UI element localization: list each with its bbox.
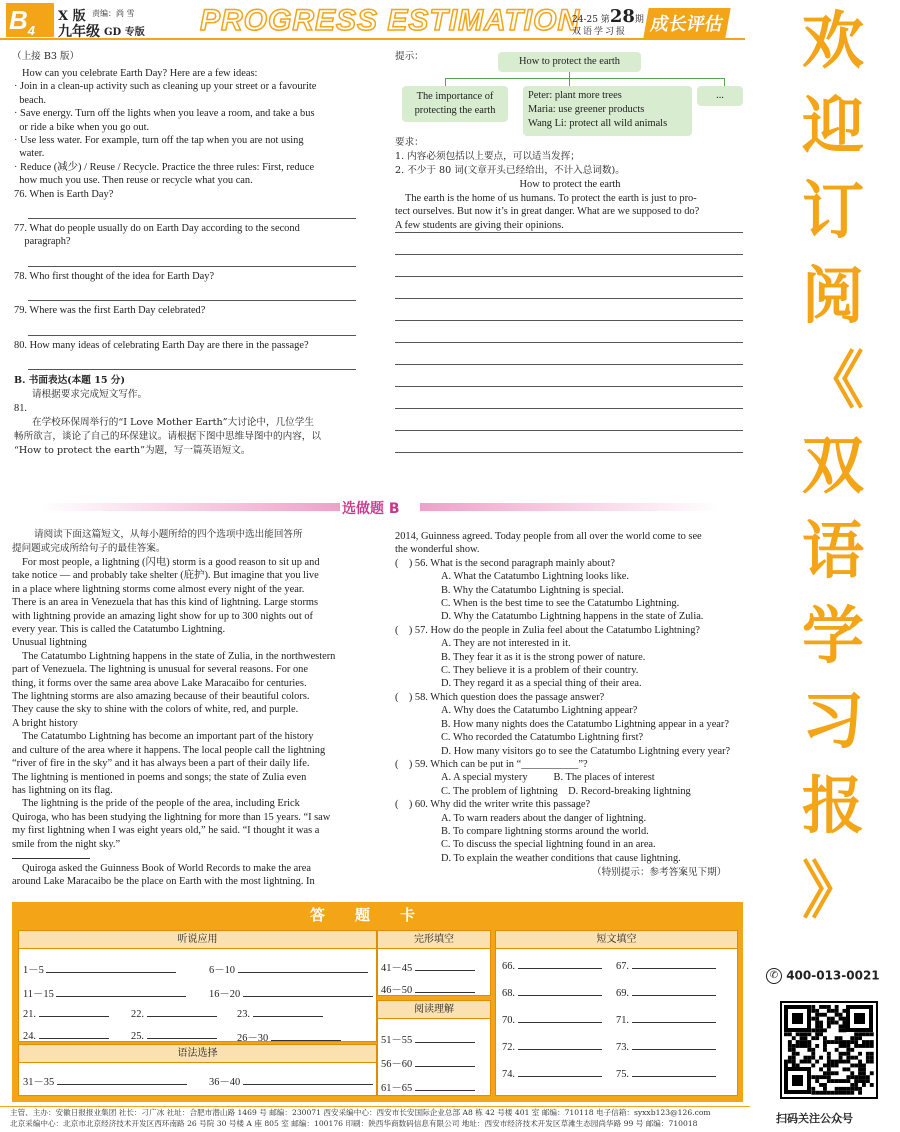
passage-line: my first lightning when I was eight years old,” he said. “I thought it was a	[12, 825, 320, 837]
answer-line[interactable]	[28, 218, 356, 219]
answer-line[interactable]	[28, 369, 356, 370]
answer-line[interactable]	[28, 266, 356, 267]
listening-header: 听说应用	[19, 931, 376, 949]
qr-code[interactable]	[780, 1001, 878, 1099]
option[interactable]: B. Why the Catatumbo Lightning is special.	[441, 584, 624, 596]
slogan-char: 双	[801, 429, 864, 502]
option[interactable]: C. To discuss the special lightning found in an area.	[441, 839, 656, 851]
fill-item	[502, 1013, 602, 1026]
grade-label: 九年级	[58, 24, 100, 40]
option[interactable]: D. To explain the weather conditions that cause lightning.	[441, 852, 681, 864]
mindmap-connector	[569, 78, 570, 86]
fill-blank[interactable]	[518, 986, 602, 996]
banner-title: PROGRESS ESTIMATION	[200, 4, 581, 37]
reading-questions	[395, 530, 745, 865]
passage-line: The lightning is mentioned in poems and songs; the state of Zulia even	[12, 771, 307, 783]
q81: 81.	[14, 403, 27, 415]
intro-line: How can you celebrate Earth Day? Here are a few ideas:	[22, 68, 258, 79]
fill-blank[interactable]	[632, 1013, 716, 1023]
passage-line: 提问题或完成所给句子的最佳答案。	[12, 543, 166, 554]
option[interactable]: B. How many nights does the Catatumbo Lightning appear in a year?	[441, 718, 729, 730]
slogan-char: 》	[801, 854, 864, 927]
option[interactable]: C. The problem of lightning D. Record-breaking lightning	[441, 785, 691, 797]
writing-line[interactable]	[395, 276, 743, 277]
continuation-note: （上接 B3 版）	[12, 51, 80, 62]
question: paragraph?	[14, 236, 71, 248]
slogan-char: 语	[801, 514, 864, 587]
writing-line[interactable]	[395, 254, 743, 255]
slogan-char: 欢	[801, 4, 864, 77]
writing-line[interactable]	[395, 232, 743, 233]
passage-line: The Catatumbo Lightning happens in the state of Zulia, in the northwestern	[22, 650, 336, 662]
mindmap-connector	[445, 78, 725, 86]
cloze-box: 完形填空 41－45 46－50	[377, 930, 491, 996]
passage-line: Quiroga, who has been studying the lightning for more than 15 years. “I saw	[12, 811, 331, 823]
editor-label: 责编：尚 雪	[92, 9, 135, 18]
fill-number: 68.	[502, 988, 515, 999]
fill-item	[616, 1067, 716, 1080]
slogan-char: 习	[801, 684, 864, 757]
subheading: A bright history	[12, 717, 78, 729]
passage-line: every year. This is called the Catatumbo Lightning.	[12, 624, 226, 636]
writing-line[interactable]	[395, 364, 743, 365]
subscription-ad	[758, 0, 900, 1132]
bullet-line: · Reduce (减少) / Reuse / Recycle. Practice the three rules: First, reduce	[14, 161, 315, 173]
fill-blank[interactable]	[518, 959, 602, 969]
fill-number: 71.	[616, 1015, 629, 1026]
passage-line: part of Venezuela. The lightning is unusual for several reasons. For one	[12, 664, 308, 676]
question-stem: ( ) 60. Why did the writer write this passage?	[395, 799, 591, 811]
bullet-line: how much you use. Then reuse or recycle what you can.	[14, 175, 253, 187]
fill-blank[interactable]	[632, 986, 716, 996]
fill-blank[interactable]	[518, 1040, 602, 1050]
passage-line: The lightning is the pride of the people of the area, including Erick	[22, 798, 300, 810]
writing-instr: 请根据要求完成短文写作。	[32, 389, 148, 401]
option[interactable]: B. They fear it as it is the strong power of nature.	[441, 651, 646, 663]
option[interactable]: B. To compare lightning storms around the world.	[441, 825, 649, 837]
answer-note: （特别提示：参考答案见下期）	[592, 867, 727, 878]
fill-item	[502, 986, 602, 999]
reading-header: 阅读理解	[378, 1001, 490, 1019]
question: 78. Who first thought of the idea for Earth Day?	[14, 270, 215, 282]
answer-card	[12, 902, 743, 1102]
task-line: 在学校环保周举行的“I Love Mother Earth”大讨论中，几位学生	[32, 416, 314, 428]
option[interactable]: C. When is the best time to see the Catatumbo Lightning.	[441, 598, 680, 610]
passage-line: For most people, a lightning (闪电) storm is a good reason to sit up and	[22, 557, 320, 568]
passage-line: The Catatumbo Lightning has become an important part of the history	[22, 731, 314, 743]
question-stem: ( ) 56. What is the second paragraph mainly about?	[395, 557, 615, 569]
fill-number: 74.	[502, 1069, 515, 1080]
passage-line: The lightning storms are also amazing because of their beautiful colors.	[12, 691, 310, 703]
footer: 主管、主办：安徽日报报业集团 社长：刁广冰 社址：合肥市潜山路 1469 号 邮编：230071 西安采编中心：西安市长安国际企业总部 A8 栋 42 号楼 401 室 邮编：710118 电子信箱：syxxb123@126.com 北京采编中心：北京市北京经济技术开发区西环南路 26 号院 30 号楼 A 座 805 室 邮编：100176 印刷：陕西华商数码信息有限公司 地址：西安市经济技术开发区草滩生态园尚华路 99 号 邮编：710018	[0, 1106, 750, 1129]
section-stripe-left	[40, 503, 340, 511]
mindmap-node-more: ...	[697, 86, 743, 106]
mindmap-node-opinions: Peter: plant more trees Maria: use greener products Wang Li: protect all wild animals	[523, 86, 692, 136]
fill-number: 67.	[616, 961, 629, 972]
fill-blank[interactable]	[632, 959, 716, 969]
writing-line[interactable]	[395, 408, 743, 409]
answer-line[interactable]	[28, 300, 356, 301]
fill-number: 72.	[502, 1042, 515, 1053]
writing-line[interactable]	[395, 342, 743, 343]
page-header	[0, 0, 745, 40]
cloze-header: 完形填空	[378, 931, 490, 949]
fill-item	[616, 986, 716, 999]
passage-line: in a place where lightning storms come almost every night of the year.	[12, 583, 305, 595]
slogan-char: 学	[801, 599, 864, 672]
option[interactable]: D. How many visitors go to see the Catatumbo Lightning every year?	[441, 745, 731, 757]
fill-blank[interactable]	[632, 1040, 716, 1050]
bullet-line: · Save energy. Turn off the lights when you leave a room, and take a bus	[14, 108, 315, 120]
slogan-char: 迎	[801, 89, 864, 162]
option[interactable]: A. They are not interested in it.	[441, 638, 571, 650]
fill-item	[616, 1040, 716, 1053]
bullet-line: · Use less water. For example, turn off the tap when you are not using	[14, 135, 304, 147]
version-label: X 版	[58, 9, 86, 24]
passage-line: around Lake Maracaibo be the place on Earth with the most lightning. In	[12, 876, 315, 888]
question: 76. When is Earth Day?	[14, 188, 114, 200]
mindmap-node-importance: The importance of protecting the earth	[402, 86, 508, 122]
passage-line: 2014, Guinness agreed. Today people from all over the world come to see	[395, 531, 702, 542]
phone-number: ✆ 400-013-0021	[766, 968, 880, 984]
option[interactable]: A. A special mystery B. The places of interest	[441, 772, 655, 784]
passage-line: and culture of the area where it happens. The local people call the lightning	[12, 744, 326, 756]
passage-line: has lightning on its flag.	[12, 784, 113, 796]
fill-blank[interactable]	[518, 1013, 602, 1023]
question: 80. How many ideas of celebrating Earth Day are there in the passage?	[14, 339, 309, 351]
answer-line[interactable]	[28, 335, 356, 336]
fill-item	[502, 1040, 602, 1053]
passage-line: take notice — and probably take shelter (庇护). But imagine that you live	[12, 570, 319, 582]
fill-number: 73.	[616, 1042, 629, 1053]
option[interactable]: A. What the Catatumbo Lightning looks like.	[441, 571, 629, 583]
writing-line[interactable]	[395, 298, 743, 299]
grammar-box: 语法选择 31－35 36－40	[18, 1044, 377, 1096]
section-title: 选做题 B	[342, 501, 400, 517]
fill-item	[502, 1067, 602, 1080]
passage-line: There is an area in Venezuela that has this kind of lightning. Large storms	[12, 597, 319, 609]
fill-blank[interactable]	[632, 1067, 716, 1077]
writing-head: B. 书面表达(本题 15 分)	[14, 375, 126, 387]
option[interactable]: D. Why the Catatumbo Lightning happens in the state of Zulia.	[441, 611, 704, 623]
subheading: Unusual lightning	[12, 637, 87, 649]
reading-passage	[12, 528, 362, 889]
bullet-line: water.	[14, 148, 45, 160]
section-stripe-right	[420, 503, 720, 511]
passage-line: Quiroga asked the Guinness Book of World Records to make the area	[22, 862, 311, 874]
passage-line: “river of fire in the sky” and it has always been a part of their daily life.	[12, 758, 310, 770]
hint-label: 提示：	[395, 51, 424, 62]
issue-label: 24-25 第28期	[572, 6, 644, 27]
phone-icon: ✆	[766, 968, 782, 984]
option[interactable]: C. Who recorded the Catatumbo Lightning first?	[441, 732, 644, 744]
writing-line[interactable]	[395, 452, 743, 453]
question-stem: ( ) 59. Which can be put in “___________”?	[395, 758, 588, 770]
requirements: 要求： 1. 内容必须包括以上要点，可以适当发挥； 2. 不少于 80 词(文章开头已经给出，不计入总词数)。	[395, 137, 625, 176]
passage-line: thing, it forms over the same area above Lake Maracaibo for centuries.	[12, 677, 307, 689]
bullet-line: or ride a bike when you go out.	[14, 121, 150, 133]
grammar-header: 语法选择	[19, 1045, 376, 1063]
writing-line[interactable]	[395, 386, 743, 387]
fill-header: 短文填空	[496, 931, 737, 949]
slogan-char: 报	[801, 769, 864, 842]
writing-lines	[395, 232, 743, 474]
mindmap-center: How to protect the earth	[498, 52, 641, 72]
slogan-char: 《	[801, 344, 864, 417]
passage-line	[12, 851, 90, 859]
paper-name: 双语学习报	[572, 27, 628, 37]
option[interactable]: C. They believe it is a problem of their country.	[441, 665, 639, 677]
bullet-line: · Join in a clean-up activity such as cleaning up your street or a favourite	[14, 81, 317, 93]
task-line: “How to protect the earth”为题，写一篇英语短文。	[14, 444, 251, 456]
slogan-char: 阅	[801, 259, 864, 332]
passage-line: They cause the sky to shine with the colors of white, red, and purple.	[12, 704, 299, 716]
edition-label: GD 专版	[104, 27, 145, 38]
essay-start: The earth is the home of us humans. To protect the earth is just to pro- tect ourselves. But now it’s in great danger. What are we supposed to do? A few students are giving their opinions.	[395, 193, 700, 231]
mind-map	[395, 50, 745, 130]
page-number: $B_4$	[6, 3, 54, 37]
question-stem: ( ) 58. Which question does the passage answer?	[395, 691, 605, 703]
earth-day-passage	[14, 67, 364, 458]
answer-card-title: 答题卡	[309, 906, 445, 924]
fill-number: 70.	[502, 1015, 515, 1026]
scan-caption: 扫码关注公众号	[776, 1112, 853, 1125]
question: 77. What do people usually do on Earth Day according to the second	[14, 223, 300, 235]
reading-box: 阅读理解 51－55 56－60 61－65	[377, 1000, 491, 1096]
listening-box: 听说应用 1－5 6－10 11－15 16－20 21. 22. 23. 24. 25. 26－30	[18, 930, 377, 1042]
question: 79. Where was the first Earth Day celebrated?	[14, 305, 206, 317]
essay-title: How to protect the earth	[519, 179, 621, 190]
fill-item	[502, 959, 602, 972]
fill-item	[616, 959, 716, 972]
writing-line[interactable]	[395, 320, 743, 321]
fill-blank[interactable]	[518, 1067, 602, 1077]
writing-line[interactable]	[395, 430, 743, 431]
fill-number: 69.	[616, 988, 629, 999]
slogan-char: 订	[801, 174, 864, 247]
fill-number: 75.	[616, 1069, 629, 1080]
bullet-line: beach.	[14, 94, 47, 106]
fill-item	[616, 1013, 716, 1026]
fill-box	[495, 930, 738, 1096]
passage-line: smile from the night sky.”	[12, 838, 121, 850]
option[interactable]: A. Why does the Catatumbo Lightning appear?	[441, 705, 638, 717]
question-stem: ( ) 57. How do the people in Zulia feel about the Catatumbo Lightning?	[395, 624, 701, 636]
option[interactable]: D. They regard it as a special thing of their area.	[441, 678, 642, 690]
section-tag: 成长评估	[643, 8, 730, 38]
passage-line: with lightning provide an amazing light show for up to 300 nights out of	[12, 610, 314, 622]
passage-line: the wonderful show.	[395, 544, 480, 556]
fill-number: 66.	[502, 961, 515, 972]
task-line: 畅所欲言，谈论了自己的环保建议。请根据下图中思维导图中的内容，以	[14, 430, 321, 442]
option[interactable]: A. To warn readers about the danger of lightning.	[441, 812, 647, 824]
passage-line: 请阅读下面这篇短文，从每小题所给的四个选项中选出能回答所	[34, 529, 303, 540]
